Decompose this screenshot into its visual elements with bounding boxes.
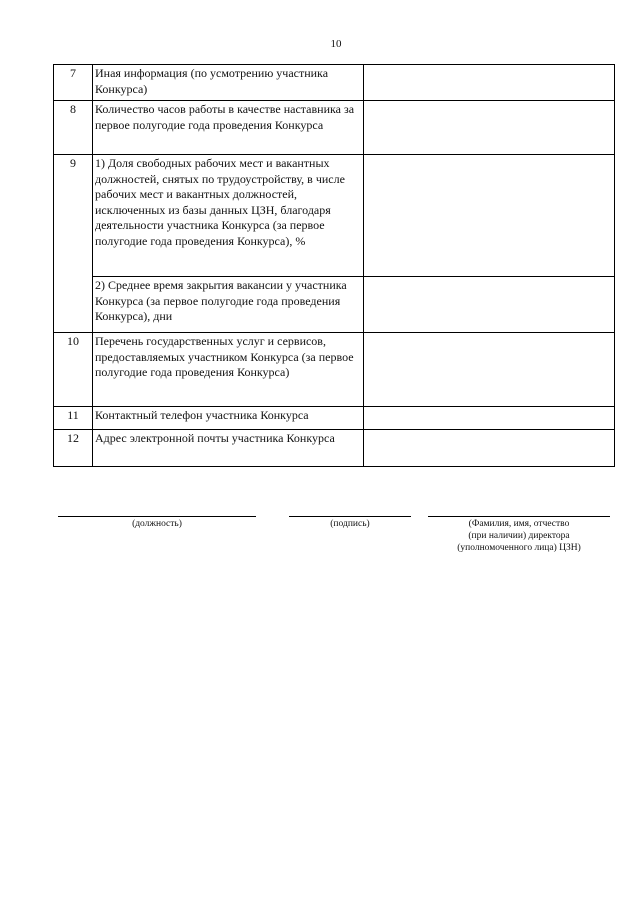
- row-value-field[interactable]: [364, 155, 615, 277]
- row-value-field[interactable]: [364, 407, 615, 430]
- table-row: [54, 277, 615, 333]
- table-row: [54, 101, 615, 155]
- signature-line: [289, 516, 411, 517]
- position-caption: (должность): [132, 519, 182, 529]
- row-number: 7: [54, 65, 93, 101]
- row-value-field[interactable]: [364, 430, 615, 467]
- table-row: [54, 65, 615, 101]
- signature-caption: (подпись): [330, 519, 370, 529]
- table-row: [54, 407, 615, 430]
- table-row: [54, 333, 615, 407]
- row-number: 10: [54, 333, 93, 407]
- table-row: [54, 430, 615, 467]
- row-description: Количество часов работы в качестве наставника за первое полугодие года проведения Конкурса: [93, 101, 364, 155]
- signature-field[interactable]: [289, 516, 411, 530]
- row-description: 2) Среднее время закрытия вакансии у участника Конкурса (за первое полугодие года проведения Конкурса), дни: [93, 277, 364, 333]
- signature-line: [58, 516, 256, 517]
- row-number: 12: [54, 430, 93, 467]
- row-value-field[interactable]: [364, 65, 615, 101]
- form-table: [53, 64, 615, 467]
- row-value-field[interactable]: [364, 333, 615, 407]
- row-value-field[interactable]: [364, 277, 615, 333]
- full-name-field[interactable]: [428, 516, 610, 554]
- row-description: Перечень государственных услуг и сервисов, предоставляемых участником Конкурса (за первое полугодие года проведения Конкурса): [93, 333, 364, 407]
- row-description: Иная информация (по усмотрению участника Конкурса): [93, 65, 364, 101]
- row-number: 8: [54, 101, 93, 155]
- row-description: 1) Доля свободных рабочих мест и вакантных должностей, снятых по трудоустройству, в числе рабочих мест и вакантных должностей, исключенных из базы данных ЦЗН, благодаря деятельности участника Конкурса (за первое полугодие года проведения Конкурса), %: [93, 155, 364, 277]
- row-value-field[interactable]: [364, 101, 615, 155]
- row-description: Контактный телефон участника Конкурса: [93, 407, 364, 430]
- signature-line: [428, 516, 610, 517]
- name-caption-line-1: (Фамилия, имя, отчество: [468, 519, 570, 529]
- row-number: 11: [54, 407, 93, 430]
- table-row: [54, 155, 615, 277]
- name-caption-line-3: (уполномоченного лица) ЦЗН): [457, 543, 581, 553]
- position-signature-field[interactable]: [58, 516, 256, 530]
- signature-block: [0, 516, 640, 576]
- row-number: 9: [54, 155, 93, 333]
- row-description: Адрес электронной почты участника Конкурса: [93, 430, 364, 467]
- page-number: 10: [330, 38, 342, 50]
- name-caption-line-2: (при наличии) директора: [468, 531, 570, 541]
